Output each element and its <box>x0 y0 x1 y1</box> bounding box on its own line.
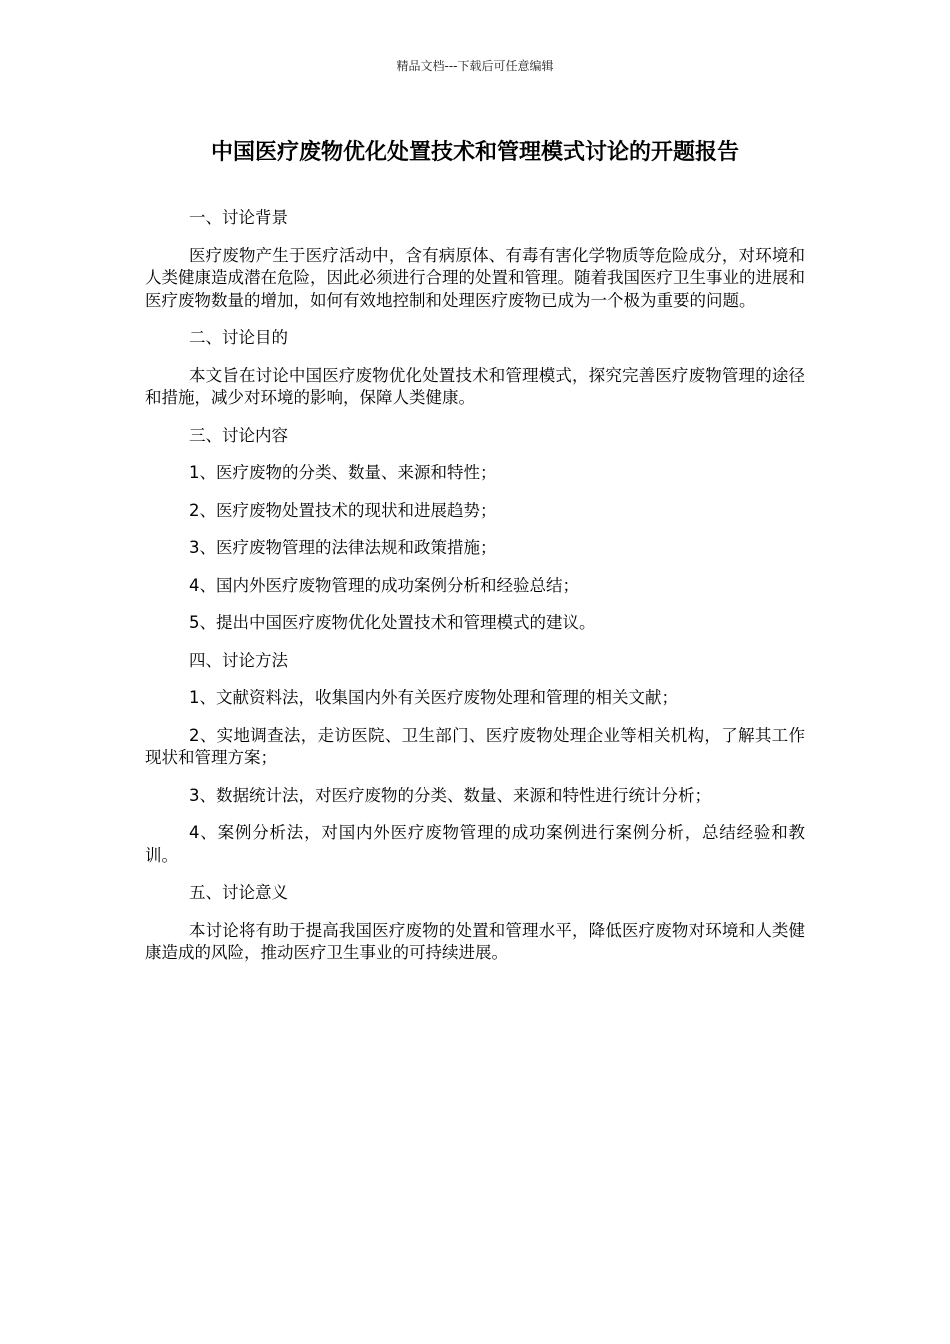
section-heading-content: 三、讨论内容 <box>189 425 288 445</box>
section-heading-background: 一、讨论背景 <box>189 208 288 227</box>
section-heading-purpose: 二、讨论目的 <box>189 328 288 347</box>
background-paragraph: 医疗废物产生于医疗活动中，含有病原体、有毒有害化学物质等危险成分，对环境和人类健康造成潜在危险，因此必须进行合理的处置和管理。随着我国医疗卫生事业的进展和医疗废物数量的增加，如何有效地控制和处理医疗废物已成为一个极为重要的问题。 <box>145 245 805 310</box>
purpose-paragraph: 本文旨在讨论中国医疗废物优化处置技术和管理模式，探究完善医疗废物管理的途径和措施，减少对环境的影响，保障人类健康。 <box>145 365 805 407</box>
content-item: 3、医疗废物管理的法律法规和政策措施； <box>189 538 497 557</box>
document-body <box>145 207 805 980</box>
content-item: 2、医疗废物处置技术的现状和进展趋势； <box>189 500 497 520</box>
document-title: 中国医疗废物优化处置技术和管理模式讨论的开题报告 <box>210 140 739 165</box>
significance-paragraph: 本讨论将有助于提高我国医疗废物的处置和管理水平，降低医疗废物对环境和人类健康造成的风险，推动医疗卫生事业的可持续进展。 <box>145 920 805 962</box>
method-item: 3、数据统计法，对医疗废物的分类、数量、来源和特性进行统计分析； <box>189 785 711 805</box>
page-header: 精品文档---下载后可任意编辑 <box>396 59 554 73</box>
content-item: 4、国内外医疗废物管理的成功案例分析和经验总结； <box>189 575 579 595</box>
method-item: 2、实地调查法，走访医院、卫生部门、医疗废物处理企业等相关机构，了解其工作现状和管理方案； <box>145 725 805 767</box>
section-heading-methods: 四、讨论方法 <box>189 650 288 670</box>
content-item: 5、提出中国医疗废物优化处置技术和管理模式的建议。 <box>189 613 596 632</box>
method-item: 1、文献资料法，收集国内外有关医疗废物处理和管理的相关文献； <box>189 688 678 707</box>
section-heading-significance: 五、讨论意义 <box>189 883 288 902</box>
method-item: 4、案例分析法，对国内外医疗废物管理的成功案例进行案例分析，总结经验和教训。 <box>145 823 805 865</box>
content-item: 1、医疗废物的分类、数量、来源和特性； <box>189 463 497 482</box>
